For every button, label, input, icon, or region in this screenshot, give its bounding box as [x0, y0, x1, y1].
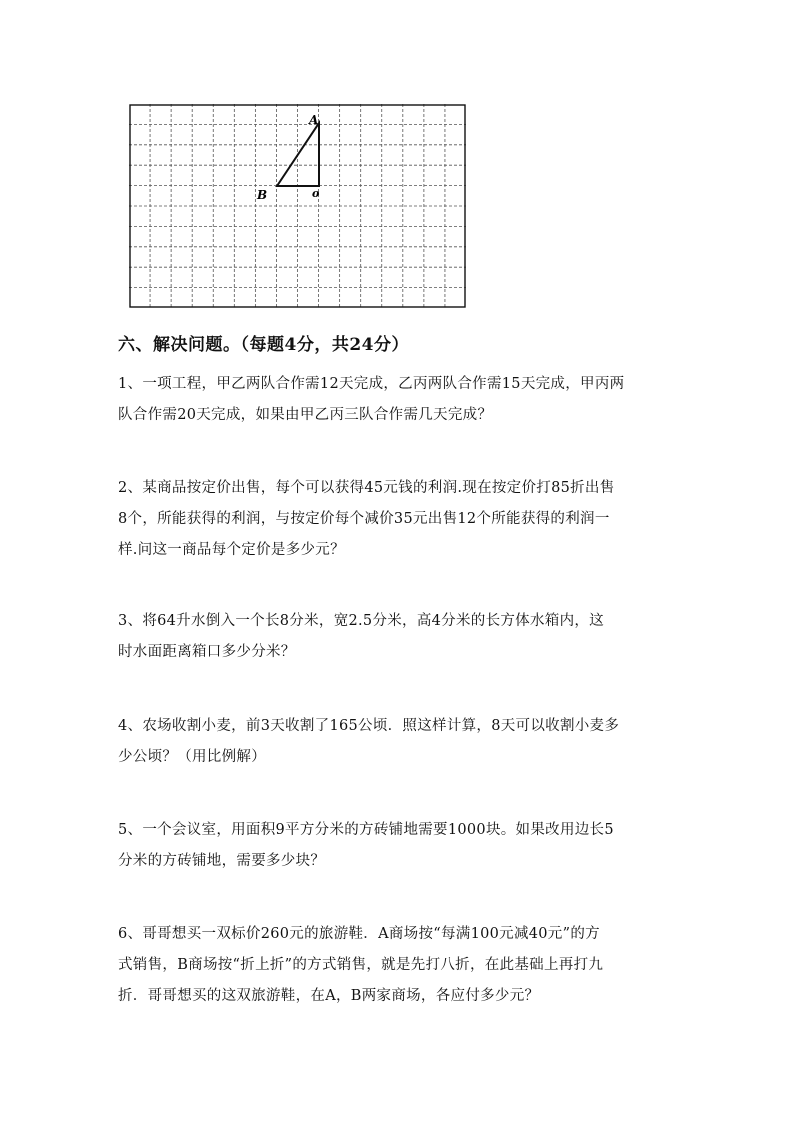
triangle-grid-diagram — [129, 104, 466, 308]
problem-line: 少公顷？（用比例解） — [118, 749, 266, 765]
problem-line: 6、哥哥想买一双标价260元的旅游鞋．A商场按“每满100元减40元”的方 — [118, 926, 600, 942]
problem-1 — [118, 369, 678, 431]
problem-line: 2、某商品按定价出售，每个可以获得45元钱的利润.现在按定价打85折出售 — [118, 480, 615, 496]
problem-line: 5、一个会议室，用面积9平方分米的方砖铺地需要1000块。如果改用边长5 — [118, 822, 614, 838]
problem-5 — [118, 815, 678, 877]
problem-line: 8个，所能获得的利润，与按定价每个减价35元出售12个所能获得的利润一 — [118, 511, 610, 527]
vertex-b-label: B — [257, 188, 268, 202]
problem-line: 样.问这一商品每个定价是多少元？ — [118, 542, 345, 558]
problem-line: 时水面距离箱口多少分米？ — [118, 644, 296, 660]
problem-2 — [118, 473, 678, 566]
problem-line: 4、农场收割小麦，前3天收割了165公顷．照这样计算，8天可以收割小麦多 — [118, 718, 620, 734]
problem-3 — [118, 606, 678, 668]
problem-line: 式销售，B商场按“折上折”的方式销售，就是先打八折，在此基础上再打九 — [118, 957, 604, 973]
vertex-o-label: o — [312, 187, 320, 200]
problem-line: 3、将64升水倒入一个长8分米，宽2.5分米，高4分米的长方体水箱内，这 — [118, 613, 604, 629]
section-title: 六、解决问题。（每题4分，共24分） — [118, 335, 409, 355]
problem-line: 1、一项工程，甲乙两队合作需12天完成，乙丙两队合作需15天完成，甲丙两 — [118, 376, 625, 392]
problem-line: 队合作需20天完成，如果由甲乙丙三队合作需几天完成？ — [118, 407, 493, 423]
problem-6 — [118, 919, 678, 1012]
grid-figure — [129, 104, 466, 308]
triangle-abo — [277, 123, 319, 186]
problem-line: 分米的方砖铺地，需要多少块？ — [118, 853, 326, 869]
problem-line: 折．哥哥想买的这双旅游鞋，在A，B两家商场，各应付多少元？ — [118, 988, 540, 1004]
vertex-a-label: A — [309, 113, 319, 127]
problem-4 — [118, 711, 678, 773]
grid-lines — [129, 104, 466, 308]
